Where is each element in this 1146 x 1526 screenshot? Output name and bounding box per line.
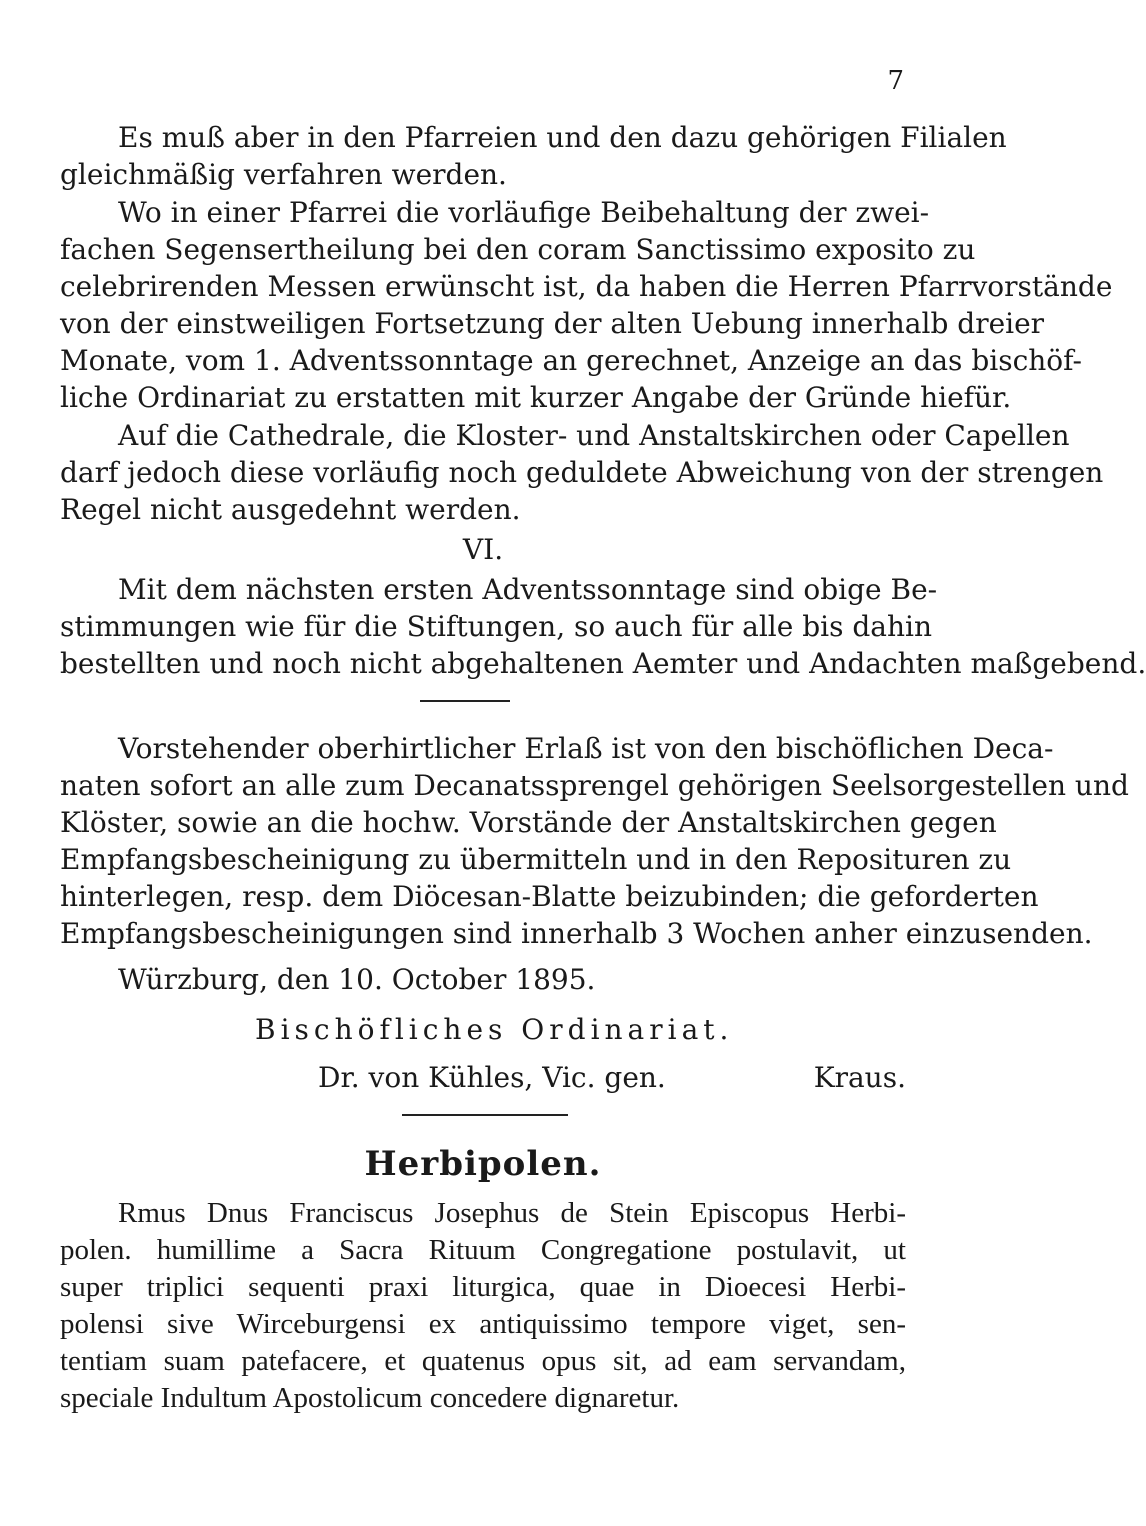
- text-line: Mit dem nächsten ersten Adventssonntage sind obige Be-: [118, 573, 938, 606]
- text-line: fachen Segensertheilung bei den coram Sanctissimo exposito zu: [60, 233, 976, 266]
- text-line: liche Ordinariat zu erstatten mit kurzer Angabe der Gründe hiefür.: [60, 381, 1012, 414]
- text-line: von der einstweiligen Fortsetzung der alten Uebung innerhalb dreier: [60, 307, 1045, 340]
- text-line: super triplici sequenti praxi liturgica, quae in Dioecesi Herbi-: [60, 1271, 906, 1303]
- text-line: Klöster, sowie an die hochw. Vorstände der Anstaltskirchen gegen: [60, 806, 997, 839]
- date-line: Würzburg, den 10. October 1895.: [118, 963, 596, 996]
- text-line: tentiam suam patefacere, et quatenus opus sit, ad eam servandam,: [60, 1345, 906, 1377]
- latin-heading: Herbipolen.: [364, 1144, 602, 1184]
- text-line: polensi sive Wirceburgensi ex antiquissimo tempore viget, sen-: [60, 1308, 906, 1340]
- text-line: naten sofort an alle zum Decanatssprengel gehörigen Seelsorgestellen und: [60, 769, 1129, 802]
- text-line: polen. humillime a Sacra Rituum Congregatione postulavit, ut: [60, 1234, 906, 1266]
- issuer-line: Bischöfliches Ordinariat.: [255, 1013, 734, 1046]
- text-line: Empfangsbescheinigungen sind innerhalb 3 Wochen anher einzusenden.: [60, 917, 1093, 950]
- text-line: Monate, vom 1. Adventssonntage an gerechnet, Anzeige an das bischöf-: [60, 344, 1082, 377]
- text-line: stimmungen wie für die Stiftungen, so auch für alle bis dahin: [60, 610, 933, 643]
- text-line: Empfangsbescheinigung zu übermitteln und in den Reposituren zu: [60, 843, 1012, 876]
- text-line: speciale Indultum Apostolicum concedere dignaretur.: [60, 1382, 680, 1414]
- signature-left: Dr. von Kühles, Vic. gen.: [318, 1061, 666, 1094]
- section-heading: VI.: [462, 533, 504, 566]
- text-line: bestellten und noch nicht abgehaltenen Aemter und Andachten maßgebend.: [60, 647, 1146, 680]
- text-line: Vorstehender oberhirtlicher Erlaß ist von den bischöflichen Deca-: [118, 732, 1054, 765]
- signature-right: Kraus.: [813, 1061, 906, 1094]
- text-line: Regel nicht ausgedehnt werden.: [60, 493, 521, 526]
- text-line: Wo in einer Pfarrei die vorläufige Beibehaltung der zwei-: [118, 196, 930, 229]
- text-line: gleichmäßig verfahren werden.: [60, 158, 507, 191]
- text-line: Rmus Dnus Franciscus Josephus de Stein Episcopus Herbi-: [118, 1197, 906, 1229]
- divider-rule: [402, 1114, 568, 1116]
- text-line: Es muß aber in den Pfarreien und den dazu gehörigen Filialen: [118, 121, 1007, 154]
- text-line: celebrirenden Messen erwünscht ist, da haben die Herren Pfarrvorstände: [60, 270, 1113, 303]
- divider-rule: [420, 700, 510, 702]
- page-number: 7: [887, 66, 904, 96]
- text-line: darf jedoch diese vorläufig noch geduldete Abweichung von der strengen: [60, 456, 1104, 489]
- text-line: hinterlegen, resp. dem Diöcesan-Blatte beizubinden; die geforderten: [60, 880, 1039, 913]
- text-line: Auf die Cathedrale, die Kloster- und Anstaltskirchen oder Capellen: [118, 419, 1070, 452]
